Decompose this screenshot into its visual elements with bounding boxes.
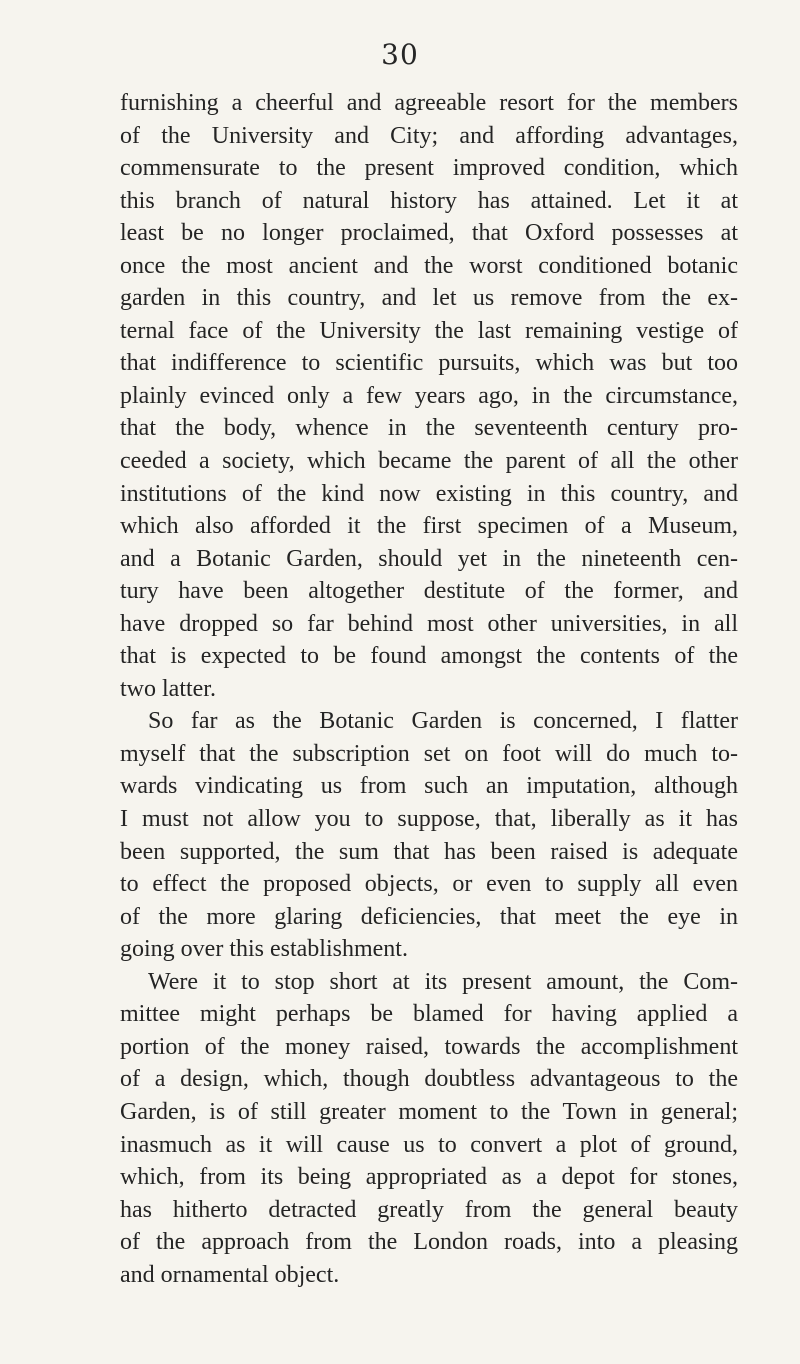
text-line: have dropped so far behind most other universities, in all [120,610,738,637]
body-text [120,87,738,1291]
text-line: this branch of natural history has attained. Let it at [120,187,738,214]
text-line: of the University and City; and affording advantages, [120,122,738,149]
text-line: has hitherto detracted greatly from the general beauty [120,1196,738,1223]
text-line: Garden, is of still greater moment to the Town in general; [120,1098,738,1125]
text-line: myself that the subscription set on foot will do much to- [120,740,738,767]
text-line: inasmuch as it will cause us to convert a plot of ground, [120,1131,738,1158]
text-line: that the body, whence in the seventeenth century pro- [120,415,738,442]
text-line: I must not allow you to suppose, that, liberally as it has [120,806,738,833]
text-line: ternal face of the University the last remaining vestige of [120,317,738,344]
text-line: once the most ancient and the worst conditioned botanic [120,252,738,279]
text-line: garden in this country, and let us remove from the ex- [120,285,738,312]
text-line: which, from its being appropriated as a depot for stones, [120,1164,738,1191]
text-line: wards vindicating us from such an imputation, although [120,773,738,800]
text-line: Were it to stop short at its present amount, the Com- [148,968,738,995]
text-line: tury have been altogether destitute of the former, and [120,578,738,605]
text-line: commensurate to the present improved condition, which [120,155,738,182]
text-line: ceeded a society, which became the parent of all the other [120,448,738,475]
text-line: of a design, which, though doubtless advantageous to the [120,1066,738,1093]
text-line: been supported, the sum that has been raised is adequate [120,838,738,865]
text-line: of the approach from the London roads, into a pleasing [120,1229,738,1256]
text-line: which also afforded it the first specimen of a Museum, [120,513,738,540]
text-line: going over this establishment. [120,936,408,963]
page-number: 30 [381,38,419,71]
text-line: portion of the money raised, towards the accomplishment [120,1033,738,1060]
text-line: furnishing a cheerful and agreeable resort for the members [120,90,738,116]
text-line: mittee might perhaps be blamed for having applied a [120,1001,738,1028]
text-line: of the more glaring deficiencies, that meet the eye in [120,903,738,930]
text-line: So far as the Botanic Garden is concerned, I flatter [148,708,738,735]
text-line: least be no longer proclaimed, that Oxford possesses at [120,220,738,247]
text-line: two latter. [120,675,216,702]
text-line: and ornamental object. [120,1261,340,1288]
text-line: that indifference to scientific pursuits, which was but too [120,350,738,377]
text-line: to effect the proposed objects, or even to supply all even [120,871,738,898]
text-line: and a Botanic Garden, should yet in the nineteenth cen- [120,545,738,572]
text-line: that is expected to be found amongst the contents of the [120,643,738,670]
text-line: plainly evinced only a few years ago, in the circumstance, [120,382,738,409]
text-line: institutions of the kind now existing in this country, and [120,480,738,507]
